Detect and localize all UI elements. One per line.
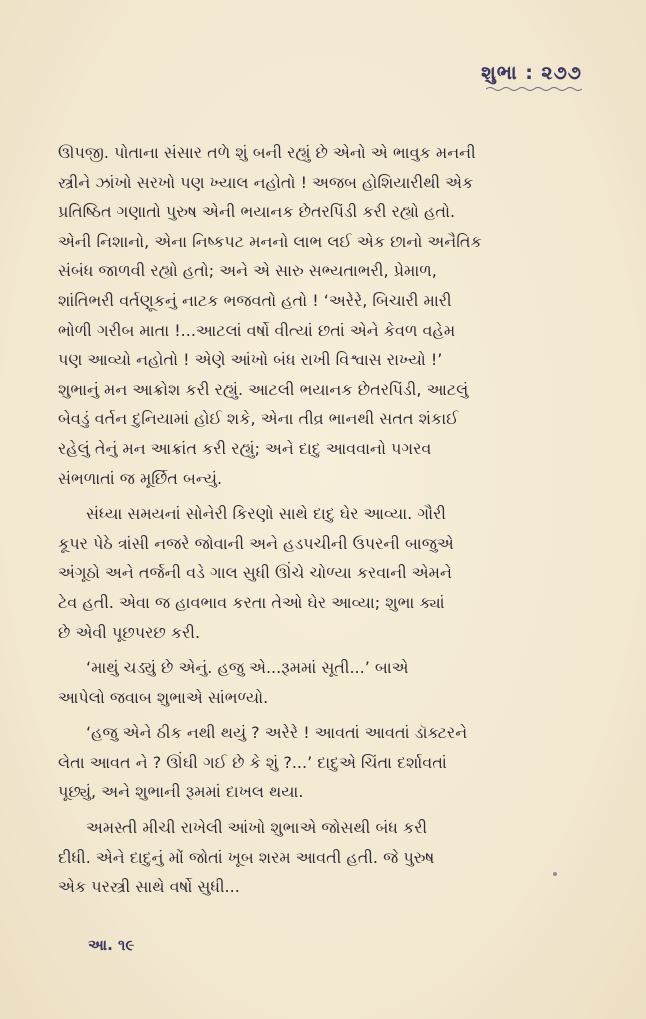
text-line: અંગૂઠો અને તર્જની વડે ગાલ સુધી ઊંચે ચોળ્યા કરવાની એમને bbox=[58, 563, 452, 583]
text-line: ઊપજી. પોતાના સંસાર તળે શું બની રહ્યું છે એનો એ ભાવુક મનની bbox=[58, 143, 476, 162]
signature-mark: આ. ૧૯ bbox=[88, 936, 135, 954]
page-title: શુભા : ૨૭૭ bbox=[481, 62, 582, 84]
text-line: એની નિશાનો, એના નિષ્કપટ મનનો લાભ લઈ એક છાનો અનૈતિક bbox=[58, 231, 482, 251]
text-line: અમસ્તી મીચી રાખેલી આંખો શુભાએ જોસથી બંધ કરી bbox=[86, 818, 428, 838]
text-line: પ્રતિષ્ઠિત ગણાતો પુરુષ એની ભયાનક છેતરપિંડી કરી રહ્યો હતો. bbox=[58, 202, 456, 222]
text-line: સંબંધ જાળવી રહ્યો હતો; અને એ સારુ સભ્યતાભરી, પ્રેમાળ, bbox=[58, 261, 437, 281]
text-line: ટેવ હતી. એવા જ હાવભાવ કરતા તેઓ ઘેર આવ્યા; શુભા ક્યાં bbox=[58, 592, 445, 612]
text-line: શાંતિભરી વર્તણૂકનું નાટક ભજવતો હતો ! ‘અરેરે, બિચારી મારી bbox=[58, 290, 452, 310]
text-line: પણ આવ્યો નહોતો ! એણે આંખો બંધ રાખી વિશ્વાસ રાખ્યો !’ bbox=[58, 350, 443, 370]
text-line: એક પરસ્ત્રી સાથે વર્ષો સુધી... bbox=[58, 877, 240, 897]
text-line: બેવડું વર્તન દુનિયામાં હોઈ શકે, એના તીવ્ર ભાનથી સતત શંકાઈ bbox=[58, 409, 459, 429]
text-line: આપેલો જવાબ શુભાએ સાંભળ્યો. bbox=[58, 687, 269, 707]
paragraph bbox=[58, 653, 588, 712]
text-line: દીધી. એને દાદુનું મોં જોતાં ખૂબ શરમ આવતી હતી. જે પુરુષ bbox=[58, 847, 435, 867]
text-line: ‘માથું ચડ્યું છે એનું. હજુ એ...રૂમમાં સૂતી...’ બાએ bbox=[86, 658, 409, 678]
text-line: ‘હજુ એને ઠીક નથી થયું ? અરેરે ! આવતાં આવતાં ડૉક્ટરને bbox=[86, 723, 468, 743]
paragraph bbox=[58, 718, 588, 807]
text-line: ભોળી ગરીબ માતા !...આટલાં વર્ષો વીત્યાં છતાં એને કેવળ વહેમ bbox=[58, 320, 456, 340]
text-line: સંધ્યા સમયનાં સોનેરી કિરણો સાથે દાદુ ઘેર આવ્યા. ગૌરી bbox=[86, 504, 446, 524]
text-line: પૂછ્યું, અને શુભાની રૂમમાં દાખલ થયા. bbox=[58, 782, 304, 802]
running-header bbox=[481, 62, 582, 92]
paragraph bbox=[58, 138, 588, 493]
paragraph bbox=[58, 499, 588, 647]
wavy-underline bbox=[486, 86, 582, 92]
text-line: રહેલું તેનું મન આક્રાંત કરી રહ્યું; અને દાદુ આવવાનો પગરવ bbox=[58, 438, 432, 458]
text-line: કૂપર પેઠે ત્રાંસી નજરે જોવાની અને હડપચીની ઉપરની બાજુએ bbox=[58, 533, 454, 553]
text-line: સંભળાતાં જ મૂર્છિત બન્યું. bbox=[58, 468, 223, 488]
ink-speck bbox=[553, 872, 557, 876]
text-line: સ્ત્રીને ઝાંખો સરખો પણ ખ્યાલ નહોતો ! અજબ હોશિયારીથી એક bbox=[58, 172, 474, 192]
text-line: શુભાનું મન આક્રોશ કરી રહ્યું. આટલી ભયાનક છેતરપિંડી, આટલું bbox=[58, 379, 469, 399]
paragraph bbox=[58, 813, 588, 902]
text-line: છે એવી પૂછપરછ કરી. bbox=[58, 622, 201, 642]
text-line: લેતા આવત ને ? ઊંઘી ગઈ છે કે શું ?...’ દાદુએ ચિંતા દર્શાવતાં bbox=[58, 752, 447, 772]
body-text bbox=[58, 138, 588, 908]
